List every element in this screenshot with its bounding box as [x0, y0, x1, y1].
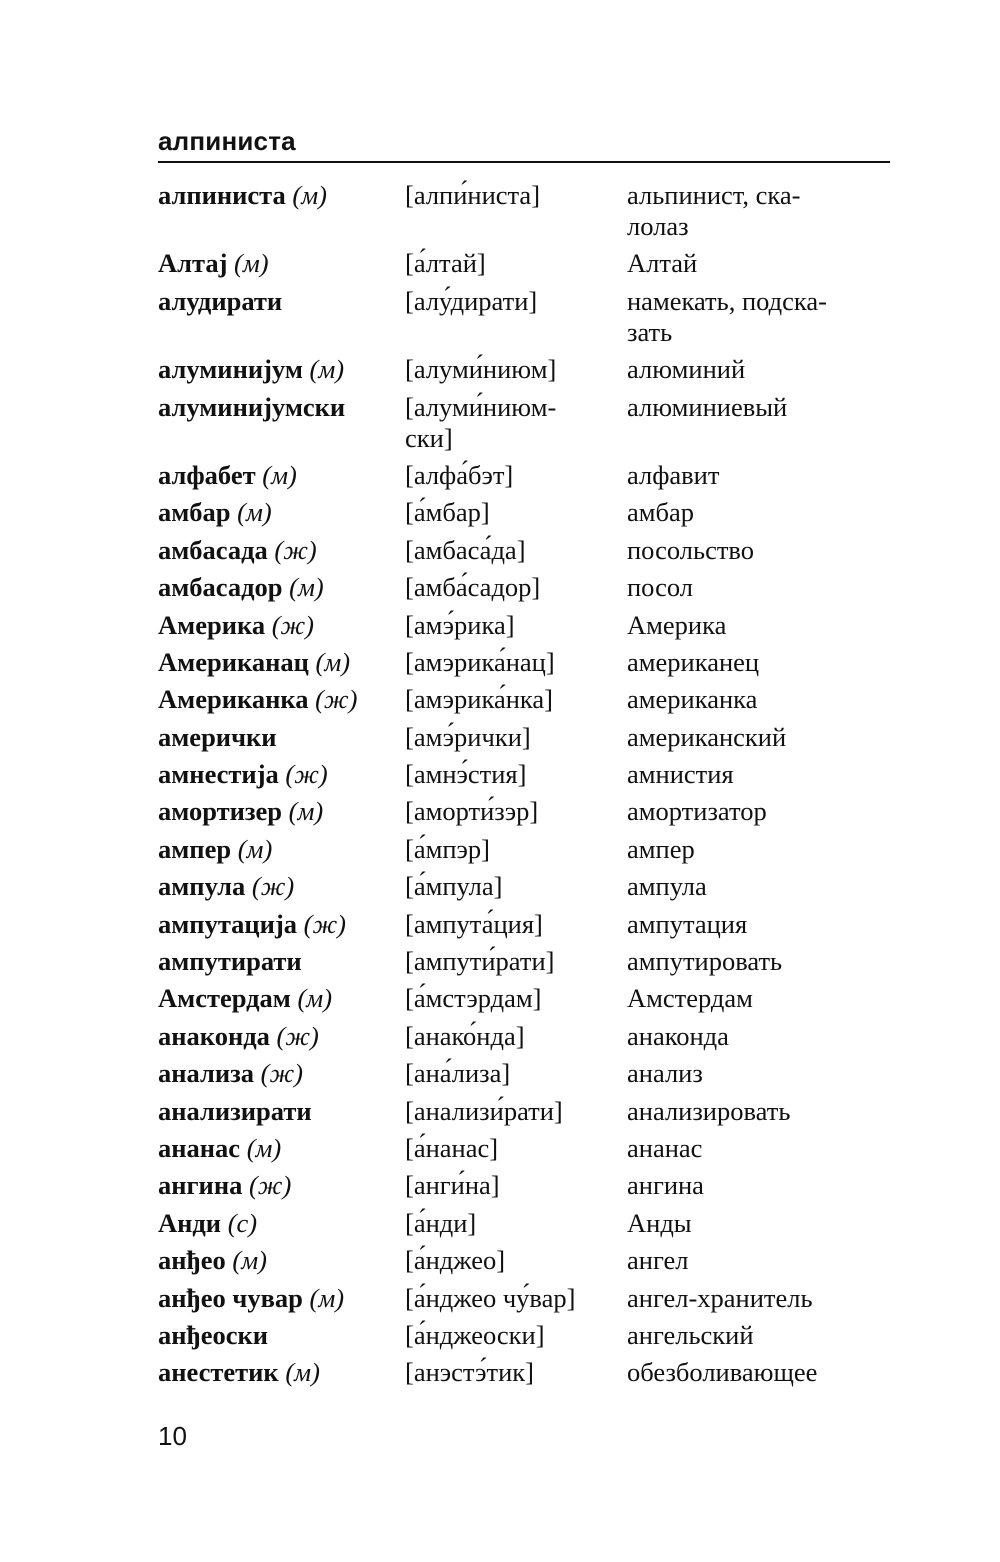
pronunciation: [а́мпула] [405, 871, 503, 902]
entry-word-cell [158, 460, 405, 491]
pronunciation: [амэрика́нка] [405, 684, 553, 715]
entry-word-cell [158, 1320, 405, 1351]
dictionary-entry [158, 610, 898, 641]
headword: ампутација [158, 908, 298, 939]
entry-word-cell [158, 610, 405, 641]
headword: Америка [158, 609, 266, 640]
entry-word-cell [158, 1096, 405, 1127]
entry-word-cell [158, 1021, 405, 1052]
pronunciation: [а́нди] [405, 1207, 477, 1238]
dictionary-entry [158, 392, 898, 454]
translation: ангел [627, 1245, 689, 1276]
headword: амбасадор [158, 572, 283, 603]
dictionary-entry [158, 1245, 898, 1276]
translation: американка [627, 684, 758, 715]
translation: анализ [627, 1058, 703, 1089]
translation: ананас [627, 1132, 703, 1163]
pronunciation: [алу́дирати] [405, 285, 538, 316]
headword: алуминијум [158, 354, 303, 385]
dictionary-entry [158, 572, 898, 603]
gender-marker: (ж) [274, 534, 317, 565]
translation: ампула [627, 871, 707, 902]
translation: альпинист, ска- лолаз [627, 180, 801, 241]
translation: анаконда [627, 1020, 729, 1051]
entry-word-cell [158, 759, 405, 790]
translation: Америка [627, 609, 727, 640]
dictionary-entry [158, 180, 898, 242]
dictionary-entry [158, 248, 898, 279]
pronunciation: [а́мпэр] [405, 833, 490, 864]
gender-marker: (ж) [248, 1170, 292, 1201]
translation: Амстердам [627, 983, 753, 1014]
translation: амбар [627, 497, 695, 528]
dictionary-entry [158, 497, 898, 528]
dictionary-entry [158, 286, 898, 348]
entry-word-cell [158, 647, 405, 678]
dictionary-entry [158, 759, 898, 790]
entry-word-cell [158, 722, 405, 753]
entry-word-cell [158, 946, 405, 977]
dictionary-entry [158, 722, 898, 753]
gender-marker: (м) [309, 354, 345, 385]
dictionary-entry [158, 460, 898, 491]
dictionary-entry [158, 1283, 898, 1314]
headword: анаконда [158, 1020, 270, 1051]
gender-marker: (ж) [251, 871, 295, 902]
headword: ампер [158, 833, 232, 864]
dictionary-entry [158, 1058, 898, 1089]
headword: алуминијумски [158, 391, 346, 422]
translation: анализировать [627, 1095, 791, 1126]
translation: ампутировать [627, 946, 783, 977]
headword: амнестија [158, 759, 279, 790]
translation: Анды [627, 1207, 692, 1238]
gender-marker: (м) [262, 459, 297, 490]
entry-word-cell [158, 1357, 405, 1388]
translation: посол [627, 572, 693, 603]
dictionary-entry [158, 535, 898, 566]
gender-marker: (с) [227, 1207, 258, 1238]
pronunciation: [а́нджео] [405, 1245, 506, 1276]
dictionary-entry [158, 871, 898, 902]
entry-word-cell [158, 286, 405, 348]
entry-word-cell [158, 796, 405, 827]
translation: американец [627, 646, 760, 677]
pronunciation: [ампути́рати] [405, 946, 555, 977]
headword: ангина [158, 1170, 243, 1201]
entry-word-cell [158, 684, 405, 715]
entry-word-cell [158, 1208, 405, 1239]
translation: алюминий [627, 354, 746, 385]
dictionary-entry [158, 983, 898, 1014]
headword: анђео [158, 1245, 226, 1276]
page-number: 10 [158, 1421, 187, 1451]
headword: алудирати [158, 285, 283, 316]
translation: посольство [627, 534, 754, 565]
headword: амерички [158, 721, 277, 752]
pronunciation: [амэрика́нац] [405, 646, 555, 677]
headword: амортизер [158, 796, 283, 827]
entry-word-cell [158, 1245, 405, 1276]
gender-marker: (ж) [260, 1058, 303, 1089]
dictionary-entry [158, 647, 898, 678]
entry-word-cell [158, 1058, 405, 1089]
entry-word-cell [158, 983, 405, 1014]
pronunciation: [амба́садор] [405, 572, 541, 603]
dictionary-entry [158, 1320, 898, 1351]
headword: анђеоски [158, 1319, 269, 1350]
entry-word-cell [158, 1133, 405, 1164]
dictionary-entry [158, 834, 898, 865]
entry-word-cell [158, 1170, 405, 1201]
pronunciation: [анако́нда] [405, 1020, 525, 1051]
pronunciation: [а́нджеоски] [405, 1319, 545, 1350]
headword: анализирати [158, 1095, 312, 1126]
pronunciation: [а́мстэрдам] [405, 983, 542, 1014]
dictionary-entry [158, 1170, 898, 1201]
headword: амбасада [158, 534, 268, 565]
dictionary-entry [158, 946, 898, 977]
headword: Анди [158, 1207, 222, 1238]
headword: анализа [158, 1058, 255, 1089]
translation: ампер [627, 833, 695, 864]
gender-marker: (м) [234, 248, 269, 279]
gender-marker: (м) [246, 1132, 282, 1163]
translation: алфавит [627, 459, 720, 490]
headword: ампула [158, 871, 246, 902]
entry-word-cell [158, 392, 405, 454]
headword: Амстердам [158, 983, 291, 1014]
entry-word-cell [158, 535, 405, 566]
entry-word-cell [158, 248, 405, 279]
headword: Алтај [158, 248, 228, 279]
dictionary-entry [158, 1096, 898, 1127]
headword: алфабет [158, 459, 256, 490]
pronunciation: [а́лтай] [405, 248, 486, 279]
pronunciation: [а́мбар] [405, 497, 490, 528]
pronunciation: [а́нанас] [405, 1132, 499, 1163]
translation: ангина [627, 1170, 704, 1201]
headword: анђео чувар [158, 1282, 303, 1313]
translation: ангельский [627, 1319, 754, 1350]
pronunciation: [амбаса́да] [405, 534, 526, 565]
headword: ананас [158, 1132, 241, 1163]
gender-marker: (ж) [276, 1020, 319, 1051]
dictionary-entry [158, 1208, 898, 1239]
entry-word-cell [158, 354, 405, 385]
translation: намекать, подска- зать [627, 285, 827, 347]
dictionary-entry [158, 1021, 898, 1052]
dictionary-entries [158, 180, 898, 1395]
translation: ампутация [627, 908, 748, 939]
dictionary-entry [158, 684, 898, 715]
entry-word-cell [158, 180, 405, 242]
translation: Алтай [627, 248, 698, 279]
translation: алюминиевый [627, 391, 788, 422]
header-rule [158, 161, 890, 163]
gender-marker: (м) [289, 572, 324, 603]
gender-marker: (м) [237, 833, 273, 864]
pronunciation: [амэ́рика] [405, 609, 515, 640]
translation: амортизатор [627, 796, 767, 827]
pronunciation: [анализи́рати] [405, 1095, 563, 1126]
pronunciation: [а́нджео чу́вар] [405, 1282, 576, 1313]
dictionary-entry [158, 354, 898, 385]
gender-marker: (м) [309, 1282, 345, 1313]
pronunciation: [анэстэ́тик] [405, 1357, 534, 1388]
gender-marker: (м) [315, 646, 351, 677]
gender-marker: (м) [285, 1357, 320, 1388]
pronunciation: [ана́лиза] [405, 1058, 511, 1089]
gender-marker: (м) [292, 180, 327, 210]
headword: анестетик [158, 1357, 279, 1388]
pronunciation: [амэ́рички] [405, 721, 531, 752]
dictionary-entry [158, 909, 898, 940]
pronunciation: [алпи́ниста] [405, 180, 541, 210]
headword: амбар [158, 497, 231, 528]
pronunciation: [алфа́бэт] [405, 459, 514, 490]
pronunciation: [алуми́ниюм- ски] [405, 391, 557, 453]
translation: амнистия [627, 759, 734, 790]
gender-marker: (м) [232, 1245, 267, 1276]
translation: американский [627, 721, 787, 752]
gender-marker: (м) [297, 983, 333, 1014]
pronunciation: [аморти́зэр] [405, 796, 539, 827]
gender-marker: (ж) [271, 609, 315, 640]
pronunciation: [алуми́ниюм] [405, 354, 557, 385]
dictionary-entry [158, 1133, 898, 1164]
entry-word-cell [158, 497, 405, 528]
entry-word-cell [158, 909, 405, 940]
pronunciation: [амнэ́стия] [405, 759, 527, 790]
headword: Американац [158, 646, 309, 677]
translation: обезболивающее [627, 1357, 818, 1388]
pronunciation: [анги́на] [405, 1170, 500, 1201]
gender-marker: (м) [288, 796, 324, 827]
entry-word-cell [158, 1283, 405, 1314]
gender-marker: (м) [237, 497, 272, 528]
gender-marker: (ж) [315, 684, 358, 715]
headword: Американка [158, 684, 309, 715]
dictionary-entry [158, 1357, 898, 1388]
dictionary-entry [158, 796, 898, 827]
gender-marker: (ж) [285, 759, 328, 790]
gender-marker: (ж) [303, 908, 346, 939]
entry-word-cell [158, 572, 405, 603]
entry-word-cell [158, 834, 405, 865]
headword: алпиниста [158, 180, 286, 210]
running-head: алпиниста [158, 126, 296, 156]
pronunciation: [ампута́ция] [405, 908, 543, 939]
translation: ангел-хранитель [627, 1282, 813, 1313]
headword: ампутирати [158, 946, 302, 977]
entry-word-cell [158, 871, 405, 902]
